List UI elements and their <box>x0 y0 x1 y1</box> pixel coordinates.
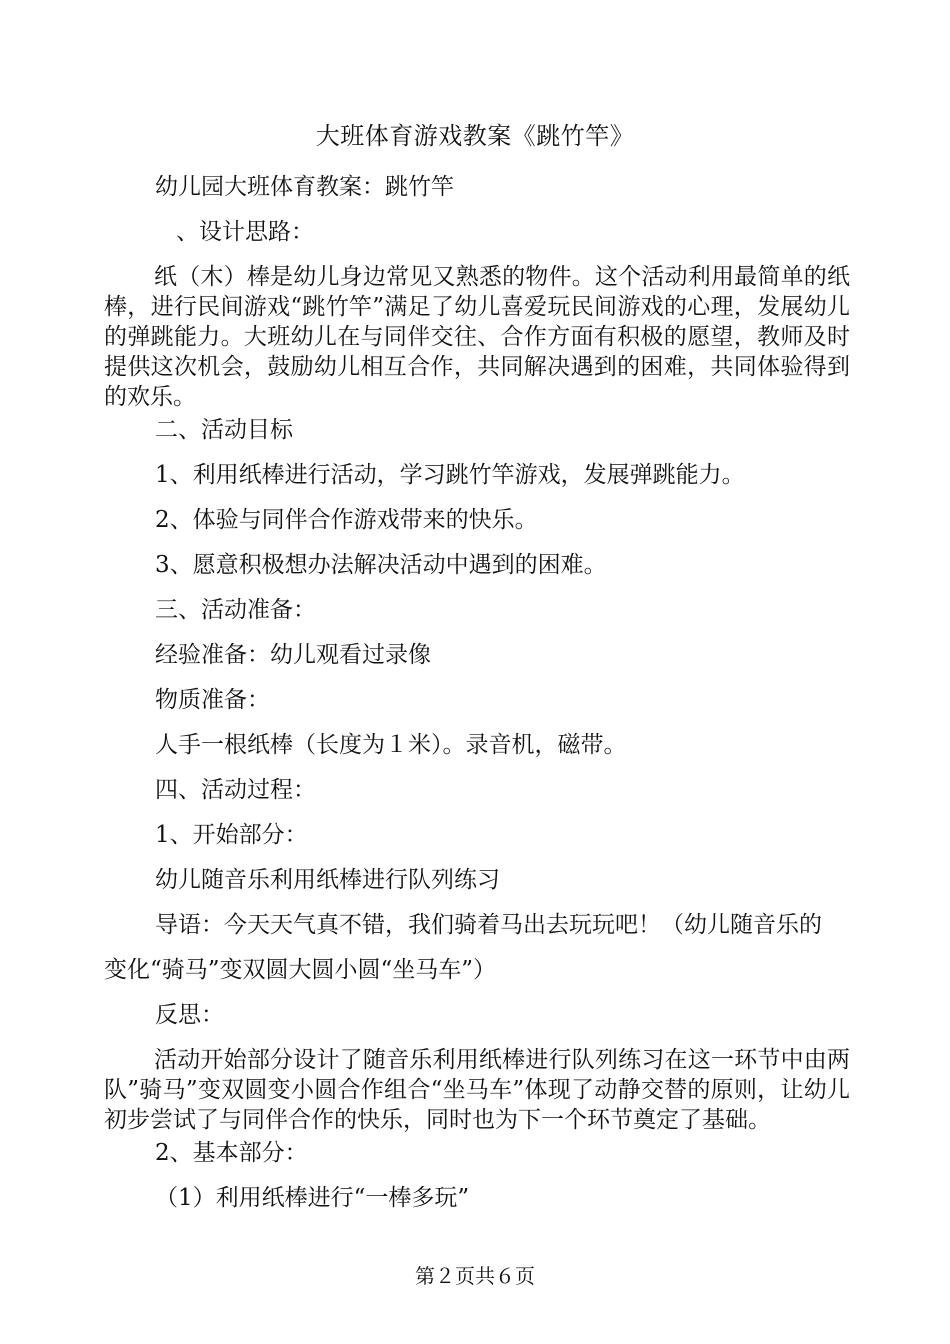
goal-item-3: 3、愿意积极想办法解决活动中遇到的困难。 <box>155 552 607 578</box>
basic-item-1: （1）利用纸棒进行“一棒多玩” <box>155 1185 470 1211</box>
process-basic-heading: 2、基本部分： <box>155 1140 308 1166</box>
document-subtitle: 幼儿园大班体育教案：跳竹竿 <box>155 174 454 200</box>
process-start-heading: 1、开始部分： <box>155 822 308 848</box>
design-paragraph: 纸（木）棒是幼儿身边常见又熟悉的物件。这个活动利用最简单的纸棒，进行民间游戏“跳竹竿”满足了幼儿喜爱玩民间游戏的心理，发展幼儿的弹跳能力。大班幼儿在与同伴交往、合作方面有积极的愿望，教师及时提供这次机会，鼓励幼儿相互合作，共同解决遇到的困难，共同体验得到的欢乐。 <box>104 264 850 410</box>
section-heading-goals: 二、活动目标 <box>155 417 293 443</box>
section-heading-preparation: 三、活动准备： <box>155 597 316 623</box>
preparation-material-label: 物质准备： <box>155 687 270 713</box>
process-start-text: 幼儿随音乐利用纸棒进行队列练习 <box>155 867 500 893</box>
page-number: 第２页共６页 <box>415 1264 535 1288</box>
section-heading-design: 、设计思路： <box>176 219 314 245</box>
guide-text-line-2: 变化“骑马”变双圆大圆小圆“坐马车”） <box>104 957 497 983</box>
preparation-material: 人手一根纸棒（长度为１米）。录音机，磁带。 <box>155 732 627 758</box>
goal-item-2: 2、体验与同伴合作游戏带来的快乐。 <box>155 507 538 533</box>
preparation-experience: 经验准备：幼儿观看过录像 <box>155 642 431 668</box>
guide-text-line-1: 导语：今天天气真不错，我们骑着马出去玩玩吧！（幼儿随音乐的 <box>155 912 822 938</box>
document-title: 大班体育游戏教案《跳竹竿》 <box>315 122 635 150</box>
reflection-paragraph: 活动开始部分设计了随音乐利用纸棒进行队列练习在这一环节中由两队”骑马”变双圆变小圆合作组合“坐马车”体现了动静交替的原则，让幼儿初步尝试了与同伴合作的快乐，同时也为下一个环节奠定了基础。 <box>104 1047 850 1133</box>
goal-item-1: 1、利用纸棒进行活动，学习跳竹竿游戏，发展弹跳能力。 <box>155 462 745 488</box>
reflection-label: 反思： <box>155 1002 224 1028</box>
section-heading-process: 四、活动过程： <box>155 777 316 803</box>
